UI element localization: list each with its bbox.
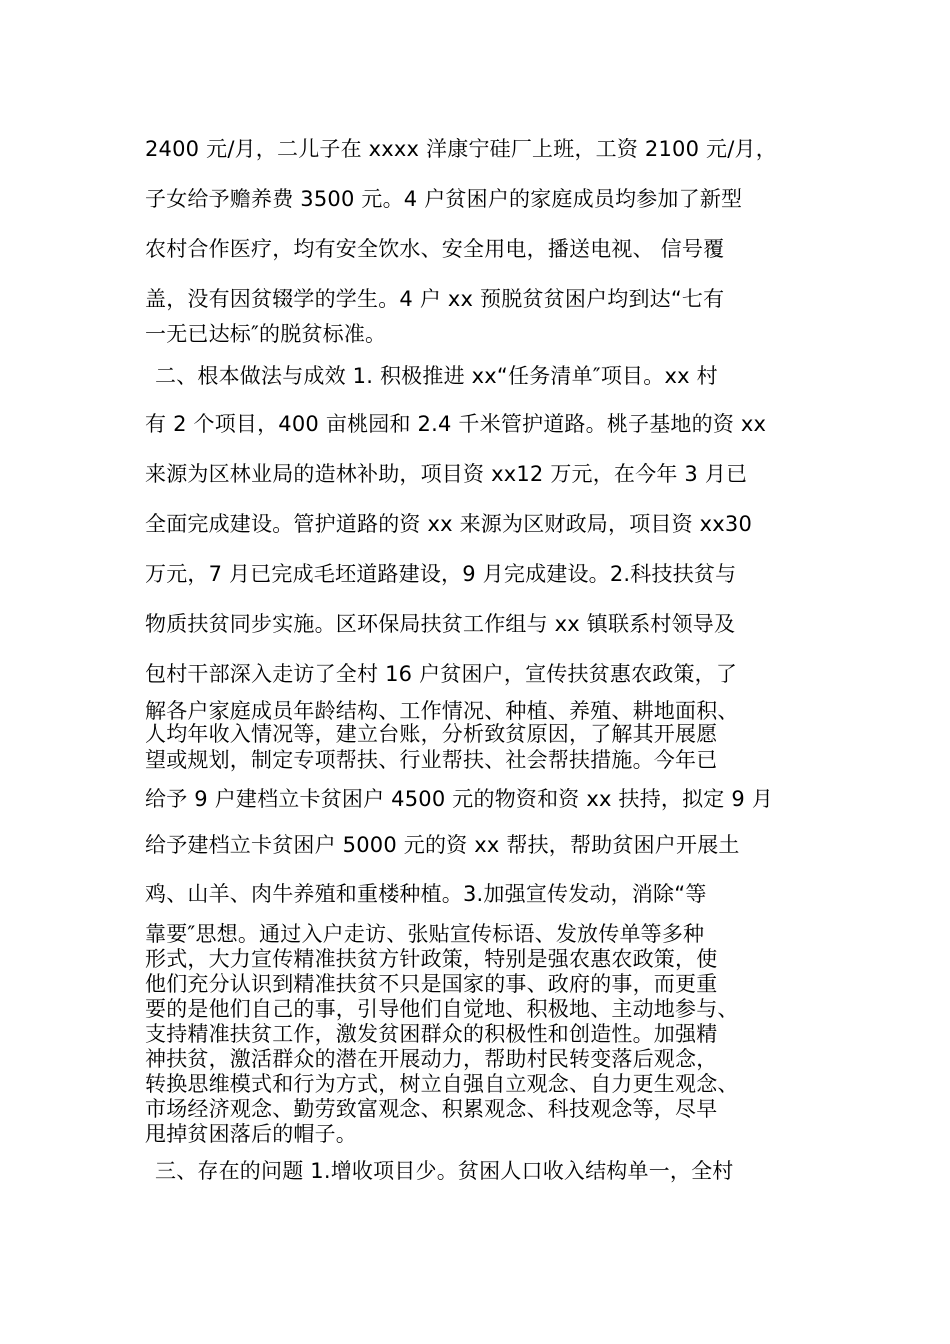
- text-line: 包村干部深入走访了全村 16 户贫困户，宣传扶贫惠农政策，了: [145, 662, 738, 686]
- text-line: 给予 9 户建档立卡贫困户 4500 元的物资和资 xx 扶持，拟定 9 月: [145, 787, 774, 811]
- text-line: 全面完成建设。管护道路的资 xx 来源为区财政局，项目资 xx30: [145, 512, 753, 536]
- text-line: 物质扶贫同步实施。区环保局扶贫工作组与 xx 镇联系村领导及: [145, 612, 736, 636]
- text-line: 望或规划，制定专项帮扶、行业帮扶、社会帮扶措施。今年已: [145, 748, 718, 772]
- text-line: 他们充分认识到精准扶贫不只是国家的事、政府的事，而更重: [145, 972, 718, 996]
- text-line: 2400 元/月，二儿子在 xxxx 洋康宁硅厂上班，工资 2100 元/月，: [145, 137, 777, 161]
- text-line: 农村合作医疗，均有安全饮水、安全用电，播送电视、 信号覆: [145, 237, 725, 261]
- text-line: 要的是他们自己的事，引导他们自觉地、积极地、主动地参与、: [145, 997, 739, 1021]
- text-line: 给予建档立卡贫困户 5000 元的资 xx 帮扶，帮助贫困户开展土: [145, 833, 740, 857]
- text-line: 形式，大力宣传精准扶贫方针政策，特别是强农惠农政策，使: [145, 947, 718, 971]
- text-line: 神扶贫，激活群众的潜在开展动力，帮助村民转变落后观念，: [145, 1047, 718, 1071]
- text-line: 鸡、山羊、肉牛养殖和重楼种植。3.加强宣传发动，消除“等: [145, 882, 707, 906]
- text-line: 子女给予赡养费 3500 元。4 户贫困户的家庭成员均参加了新型: [145, 187, 743, 211]
- text-line: 盖，没有因贫辍学的学生。4 户 xx 预脱贫贫困户均到达“七有: [145, 287, 725, 311]
- text-line: 人均年收入情况等，建立台账，分析致贫原因，了解其开展愿: [145, 722, 718, 746]
- text-line: 有 2 个项目，400 亩桃园和 2.4 千米管护道路。桃子基地的资 xx: [145, 412, 767, 436]
- text-line: 万元，7 月已完成毛坯道路建设，9 月完成建设。2.科技扶贫与: [145, 562, 737, 586]
- text-line: 甩掉贫困落后的帽子。: [145, 1122, 357, 1146]
- text-line: 解各户家庭成员年龄结构、工作情况、种植、养殖、耕地面积、: [145, 699, 739, 723]
- text-line: 来源为区林业局的造林补助，项目资 xx12 万元，在今年 3 月已: [145, 462, 748, 486]
- text-line: 市场经济观念、勤劳致富观念、积累观念、科技观念等，尽早: [145, 1097, 718, 1121]
- text-line: 靠要″思想。通过入户走访、张贴宣传标语、发放传单等多种: [145, 922, 705, 946]
- section-heading-line: 三、存在的问题 1.增收项目少。贫困人口收入结构单一，全村: [155, 1159, 734, 1183]
- text-line: 转换思维模式和行为方式，树立自强自立观念、自力更生观念、: [145, 1072, 739, 1096]
- section-heading-line: 二、根本做法与成效 1. 积极推进 xx“任务清单″项目。xx 村: [155, 364, 718, 388]
- text-line: 支持精准扶贫工作，激发贫困群众的积极性和创造性。加强精: [145, 1022, 718, 1046]
- text-line: 一无已达标″的脱贫标准。: [145, 322, 387, 346]
